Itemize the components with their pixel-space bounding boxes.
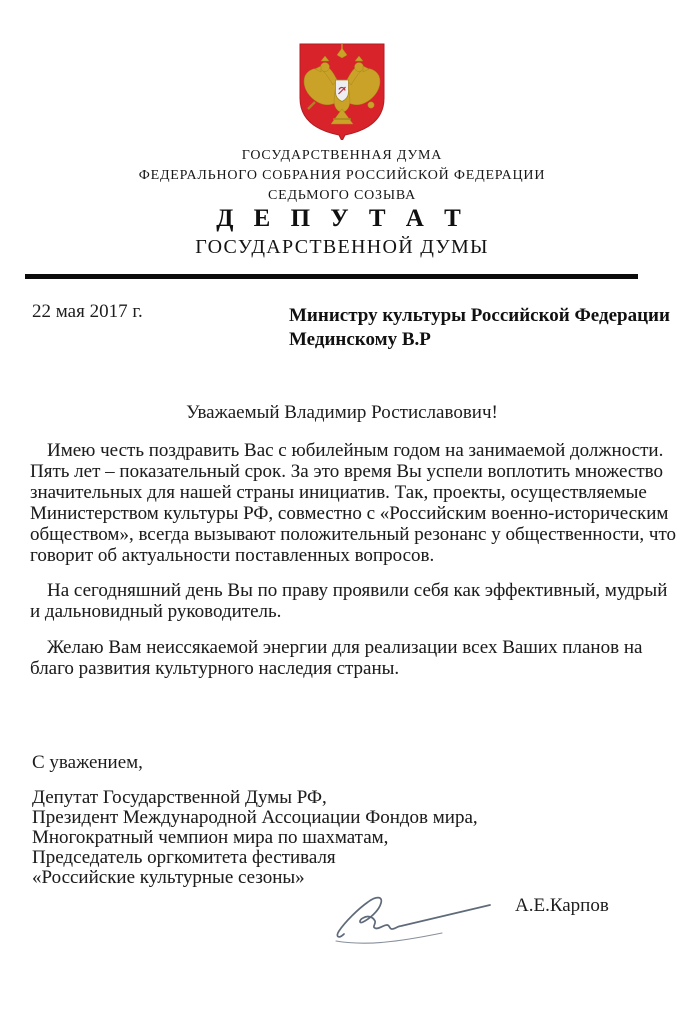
letter-date: 22 мая 2017 г. <box>32 301 143 322</box>
recipient-line-1: Министру культуры Российской Федерации <box>289 305 670 326</box>
paragraph-line: Пять лет – показательный срок. За это время Вы успели воплотить множество <box>30 461 663 482</box>
signer-titles <box>32 788 478 888</box>
russian-coat-of-arms-icon <box>296 42 388 140</box>
paragraph-line: обществом», всегда вызывают положительный резонанс у общественности, что <box>30 524 677 545</box>
org-line-2: ФЕДЕРАЛЬНОГО СОБРАНИЯ РОССИЙСКОЙ ФЕДЕРАЦИИ <box>138 168 546 183</box>
signer-title-line: «Российские культурные сезоны» <box>32 867 305 888</box>
paragraph-line: значительных для нашей страны инициатив. Так, проекты, осуществляемые <box>30 482 647 503</box>
handwritten-signature <box>330 888 498 948</box>
recipient-line-2: Мединскому В.Р <box>289 329 431 350</box>
salutation: Уважаемый Владимир Ростиславович! <box>186 402 498 423</box>
paragraph-1 <box>30 440 677 566</box>
org-line-3: СЕДЬМОГО СОЗЫВА <box>267 188 417 203</box>
signer-title-line: Депутат Государственной Думы РФ, <box>32 787 327 808</box>
org-line-1: ГОСУДАРСТВЕННАЯ ДУМА <box>241 148 443 163</box>
paragraph-line: На сегодняшний день Вы по праву проявили себя как эффективный, мудрый <box>47 580 668 601</box>
paragraph-line: Имею честь поздравить Вас с юбилейным годом на занимаемой должности. <box>47 440 664 461</box>
paragraph-line: и дальновидный руководитель. <box>30 601 282 622</box>
signer-name: А.Е.Карпов <box>515 895 609 916</box>
letterhead-org <box>0 146 684 206</box>
signer-title-line: Многократный чемпион мира по шахматам, <box>32 827 389 848</box>
signer-title-line: Председатель оргкомитета фестиваля <box>32 847 336 868</box>
divider-bar <box>25 274 638 279</box>
letterhead-subtitle: ГОСУДАРСТВЕННОЙ ДУМЫ <box>195 236 489 258</box>
paragraph-3 <box>30 637 670 679</box>
paragraph-line: говорит об актуальности поставленных вопросов. <box>30 545 435 566</box>
recipient-block <box>289 304 670 352</box>
signer-title-line: Президент Международной Ассоциации Фондов мира, <box>32 807 478 828</box>
paragraph-2 <box>30 580 670 622</box>
paragraph-line: благо развития культурного наследия страны. <box>30 658 400 679</box>
paragraph-line: Министерством культуры РФ, совместно с «Российским военно-историческим <box>30 503 669 524</box>
paragraph-line: Желаю Вам неиссякаемой энергии для реализации всех Ваших планов на <box>47 637 643 658</box>
valediction: С уважением, <box>32 752 143 773</box>
letterhead-title: Д Е П У Т А Т <box>216 205 468 232</box>
